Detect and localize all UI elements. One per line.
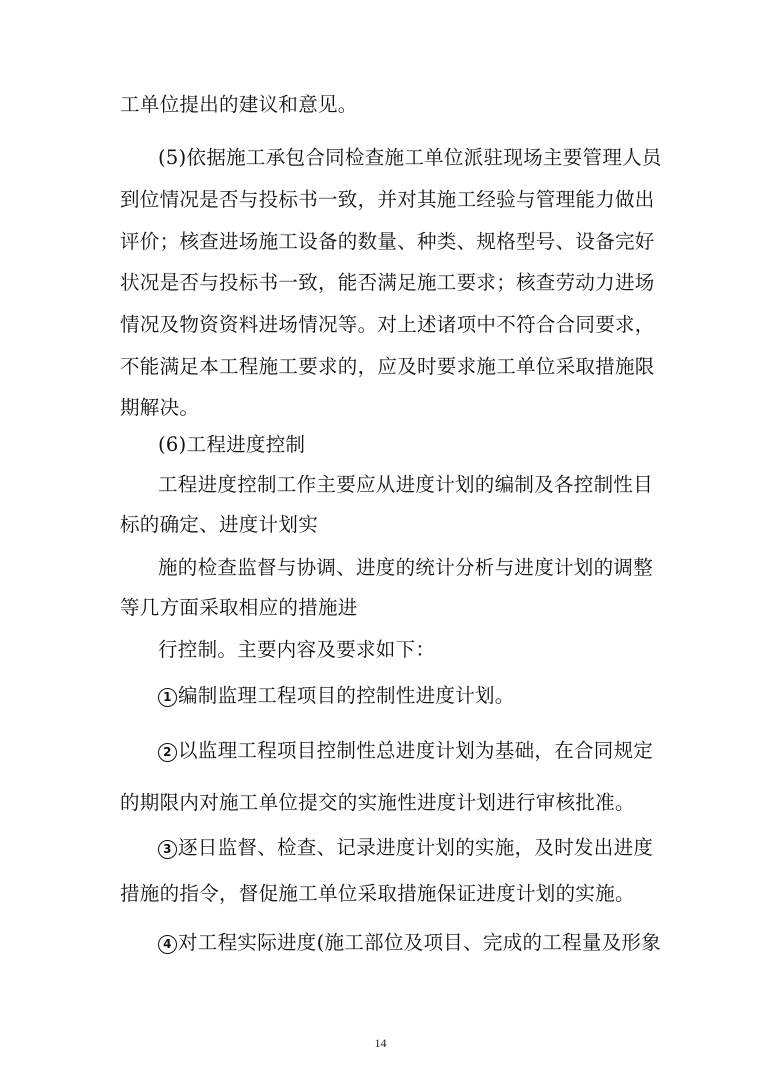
circled-number-marker: 4 <box>158 935 177 954</box>
list-item <box>158 926 661 960</box>
text-line: 的期限内对施工单位提交的实施性进度计划进行审核批准。 <box>120 791 635 814</box>
text-line: 等几方面采取相应的措施进 <box>120 596 358 619</box>
text-line: 标的确定、进度计划实 <box>120 513 319 536</box>
circled-number-marker: 1 <box>158 688 177 707</box>
text-line: 评价；核查进场施工设备的数量、种类、规格型号、设备完好 <box>120 230 655 253</box>
text-line: 工单位提出的建议和意见。 <box>120 93 358 116</box>
list-item-text: 逐日监督、检查、记录进度计划的实施，及时发出进度 <box>178 836 654 859</box>
text-line: 工程进度控制工作主要应从进度计划的编制及各控制性目 <box>158 473 654 496</box>
text-line: 状况是否与投标书一致，能否满足施工要求；核查劳动力进场 <box>120 271 655 294</box>
text-line: 不能满足本工程施工要求的，应及时要求施工单位采取措施限 <box>120 355 655 378</box>
list-item-text: 对工程实际进度(施工部位及项目、完成的工程量及形象 <box>178 931 662 954</box>
list-item-text: 编制监理工程项目的控制性进度计划。 <box>178 684 515 707</box>
page-number: 14 <box>374 1036 387 1050</box>
text-line: 情况及物资资料进场情况等。对上述诸项中不符合合同要求， <box>120 313 655 336</box>
circled-number-marker: 2 <box>158 743 177 762</box>
text-line: 措施的指令，督促施工单位采取措施保证进度计划的实施。 <box>120 882 635 905</box>
list-item <box>158 679 515 713</box>
section-heading: (6)工程进度控制 <box>158 433 306 456</box>
text-line: 施的检查监督与协调、进度的统计分析与进度计划的调整 <box>158 556 654 579</box>
circled-number-marker: 3 <box>158 840 177 859</box>
text-line: 期解决。 <box>120 396 200 419</box>
list-item <box>158 734 653 768</box>
text-line: 行控制。主要内容及要求如下： <box>158 638 436 661</box>
text-line: (5)依据施工承包合同检查施工单位派驻现场主要管理人员 <box>158 146 662 169</box>
list-item <box>158 831 653 865</box>
list-item-text: 以监理工程项目控制性总进度计划为基础，在合同规定 <box>178 739 654 762</box>
text-line: 到位情况是否与投标书一致，并对其施工经验与管理能力做出 <box>120 188 655 211</box>
